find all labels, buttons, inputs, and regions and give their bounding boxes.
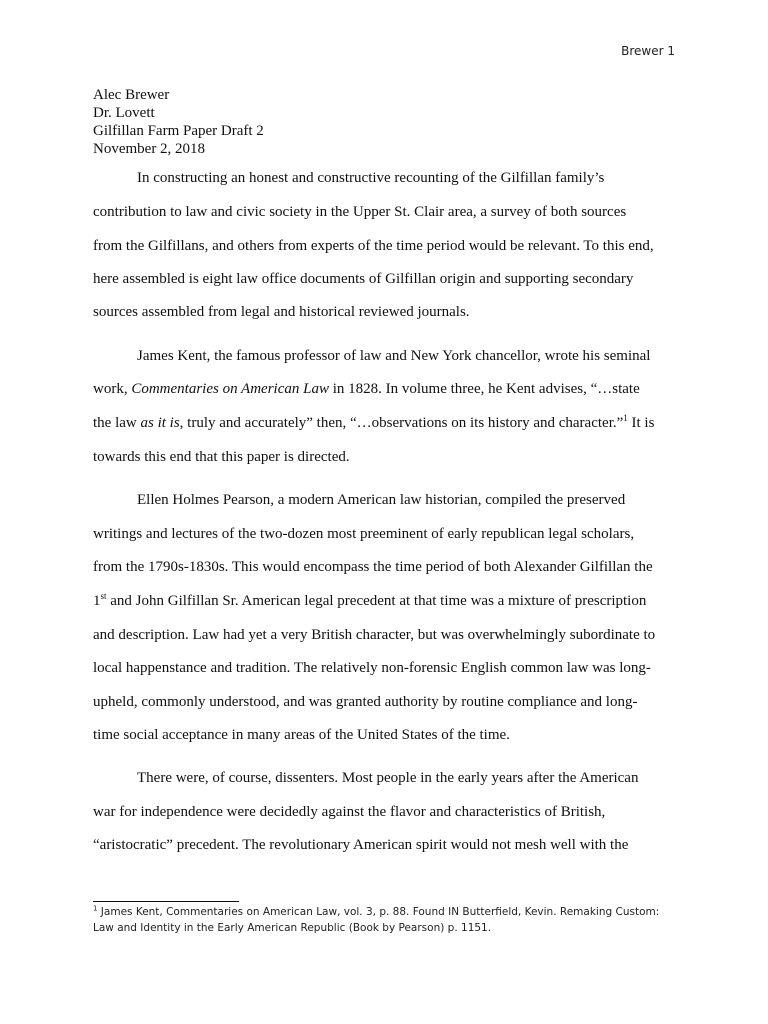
- paragraph-1-line: contribution to law and civic society in the Upper St. Clair area, a survey of both sources: [93, 204, 627, 220]
- paragraph-1-line: sources assembled from legal and historical reviewed journals.: [93, 304, 470, 320]
- paragraph-4-line: There were, of course, dissenters. Most people in the early years after the American: [137, 770, 639, 786]
- footnote: [93, 904, 693, 936]
- paragraph-3-line: local happenstance and tradition. The relatively non-forensic English common law was long-: [93, 660, 651, 676]
- book-title-italic: Commentaries on American Law: [131, 381, 329, 397]
- footnote-marker: 1: [93, 904, 98, 913]
- paragraph-1-line: from the Gilfillans, and others from experts of the time period would be relevant. To this end,: [93, 238, 654, 254]
- footnote-line: $^1$ James Kent, Commentaries on American Law, vol. 3, p. 88. Found IN Butterfield, Kevin. Remaking Custom:: [93, 904, 660, 918]
- emphasis-italic: as it is: [140, 415, 180, 431]
- paragraph-4-line: war for independence were decidedly against the flavor and characteristics of British,: [93, 804, 606, 820]
- footnote-separator: [93, 901, 239, 902]
- footnote-reference[interactable]: 1: [623, 413, 628, 423]
- paragraph-3-line: writings and lectures of the two-dozen most preeminent of early republican legal scholars,: [93, 526, 635, 542]
- paragraph-2-line: James Kent, the famous professor of law and New York chancellor, wrote his seminal: [137, 348, 651, 364]
- paragraph-3-line: Ellen Holmes Pearson, a modern American law historian, compiled the preserved: [137, 492, 626, 508]
- paragraph-3-line: and description. Law had yet a very British character, but was overwhelmingly subordinate to: [93, 627, 656, 643]
- paragraph-3-line: from the 1790s-1830s. This would encompass the time period of both Alexander Gilfillan the: [93, 559, 653, 575]
- instructor-name: Dr. Lovett: [93, 105, 155, 121]
- footnote-line: Law and Identity in the Early American Republic (Book by Pearson) p. 1151.: [93, 922, 492, 934]
- paper-date: November 2, 2018: [93, 141, 206, 157]
- paragraph-1-line: In constructing an honest and constructive recounting of the Gilfillan family’s: [137, 170, 605, 186]
- paragraph-3-line: 1st and John Gilfillan Sr. American legal precedent at that time was a mixture of prescription: [93, 591, 647, 609]
- paragraph-3-line: time social acceptance in many areas of the United States of the time.: [93, 727, 510, 743]
- paragraph-3-line: upheld, commonly understood, and was granted authority by routine compliance and long-: [93, 694, 638, 710]
- paragraph-4-line: “aristocratic” precedent. The revolutionary American spirit would not mesh well with the: [93, 837, 629, 853]
- paragraph-1-line: here assembled is eight law office documents of Gilfillan origin and supporting secondary: [93, 271, 634, 287]
- paper-title: Gilfillan Farm Paper Draft 2: [93, 123, 264, 139]
- paragraph-2-line: the law as it is, truly and accurately” then, “…observations on its history and character.”$^1$ It is: [93, 413, 655, 431]
- author-name: Alec Brewer: [93, 87, 170, 103]
- page-number-header: Brewer 1: [621, 44, 675, 58]
- paragraph-2-line: towards this end that this paper is directed.: [93, 449, 350, 465]
- mla-heading: [93, 86, 264, 158]
- paragraph-2-line: work, Commentaries on American Law in 1828. In volume three, he Kent advises, “…state: [93, 381, 640, 397]
